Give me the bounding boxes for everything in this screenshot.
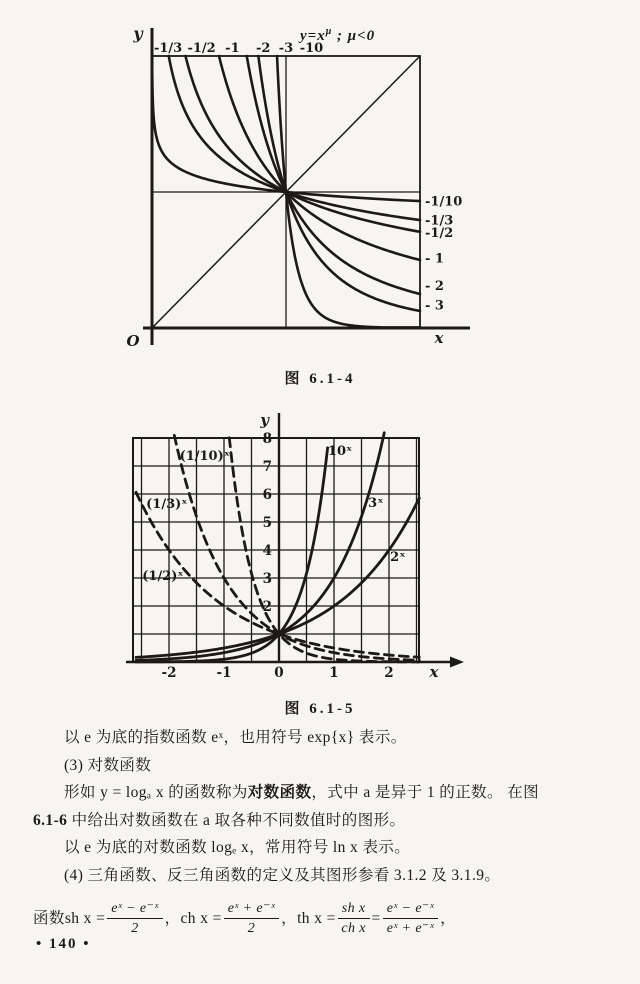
fraction-numerator: eˣ − e⁻ˣ [107,900,162,919]
fig1-right-label: - 1 [425,251,444,267]
fig2-curve-label: (1/2)ˣ [142,569,184,585]
fig2-y-tick-label: 4 [262,543,272,559]
text-bold: 6.1-6 [33,811,68,829]
fig2-curve-label: 10ˣ [327,443,353,459]
fig1-right-label: -1/2 [425,225,454,241]
fig2-curve-label: 3ˣ [368,495,384,511]
fig1-top-label: -1 [225,41,240,56]
fig2-x-tick-label: -2 [161,665,177,681]
text-bold: 函数 [33,909,65,927]
figure-6-1-4-caption: 图 6.1-4 [284,371,356,387]
fig2-y-tick-label: 3 [262,571,272,587]
fig1-curve-mu--3 [258,56,420,311]
text-bold: 对数函数 [247,784,312,802]
text-run: ，式中 a 是异于 1 的正数。 在图 [311,784,539,802]
fig2-y-tick-label: 8 [262,431,272,447]
text-run: 以 e 为底的对数函数 logₑ x，常用符号 ln x 表示。 [64,839,411,857]
fraction-denominator: ch x [341,921,366,937]
fraction-denominator: eˣ + e⁻ˣ [386,921,435,937]
fig2-x-tick-label: 0 [274,665,284,681]
fig2-curve-10 [136,448,328,662]
fraction [338,900,370,937]
text-run: (3) 对数函数 [64,756,152,774]
fig1-x-axis-label: x [434,329,444,347]
fig1-top-label: -1/2 [187,41,216,56]
fig2-x-axis-arrow [450,657,464,668]
fig2-x-tick-label: -1 [216,665,232,681]
title-rest: ; μ<0 [332,28,376,44]
text-line [33,752,618,780]
fraction [224,900,279,937]
fig1-right-label: -1/10 [425,194,463,210]
fig2-x-axis-label: x [429,663,439,681]
fig1-top-label: -2 [255,41,271,56]
page-number: • 140 • [36,936,91,952]
text-run: ， [440,909,456,927]
text-run: 中给出对数函数在 a 取各种不同数值时的图形。 [67,811,406,829]
fig1-top-label: -3 [278,41,294,56]
fig1-origin-label: O [126,332,140,350]
fig1-right-label: - 2 [425,278,444,294]
exponential-function-plot [120,405,470,690]
fraction-denominator: 2 [131,921,139,937]
figure-6-1-4-title [300,26,375,45]
fig2-curve-label: (1/3)ˣ [146,497,188,513]
fraction-numerator: eˣ − e⁻ˣ [383,900,438,919]
text-run: (4) 三角函数、反三角函数的定义及其图形参看 3.1.2 及 3.1.9。 [64,866,501,884]
fig1-top-label: -1/3 [153,41,183,56]
fig1-right-label: - 3 [425,298,444,314]
fig2-y-tick-label: 7 [262,459,272,475]
text-run: ，ch x = [164,909,222,927]
fig1-right-label: -1/3 [425,213,454,229]
fig2-x-tick-label: 1 [329,665,339,681]
fraction-numerator: sh x [338,900,370,919]
fig2-curve-label: (1/10)ˣ [179,448,230,464]
title-base: y=x [300,28,326,44]
body-text [33,724,618,943]
fraction-numerator: eˣ + e⁻ˣ [224,900,279,919]
power-function-plot [105,12,535,362]
fraction [107,900,162,937]
text-run: 形如 y = logₐ x 的函数称为 [64,784,248,802]
text-line [33,862,618,890]
text-line [33,724,618,752]
fig2-y-tick-label: 6 [262,487,272,503]
text-run: sh x = [64,909,106,927]
fig2-x-tick-label: 2 [384,665,394,681]
fig1-y-axis-label: y [133,24,143,43]
text-run: = [371,909,381,927]
fraction [383,900,438,937]
text-run: ，th x = [281,909,336,927]
text-line [33,834,618,862]
fraction-denominator: 2 [247,921,256,937]
fig2-y-tick-label: 5 [262,515,272,531]
fig2-curve-label: 2ˣ [390,550,406,565]
title-exponent: μ [325,26,333,37]
fig1-top-label: -10 [299,41,324,56]
fig2-y-axis-label: y [260,411,269,429]
text-run: 以 e 为底的指数函数 eˣ，也用符号 exp{x} 表示。 [64,729,407,746]
text-line [33,807,618,835]
text-line [33,779,618,807]
figure-6-1-5-caption: 图 6.1-5 [284,701,356,717]
fig2-y-tick-label: 2 [262,599,272,615]
formula-line [33,895,618,943]
